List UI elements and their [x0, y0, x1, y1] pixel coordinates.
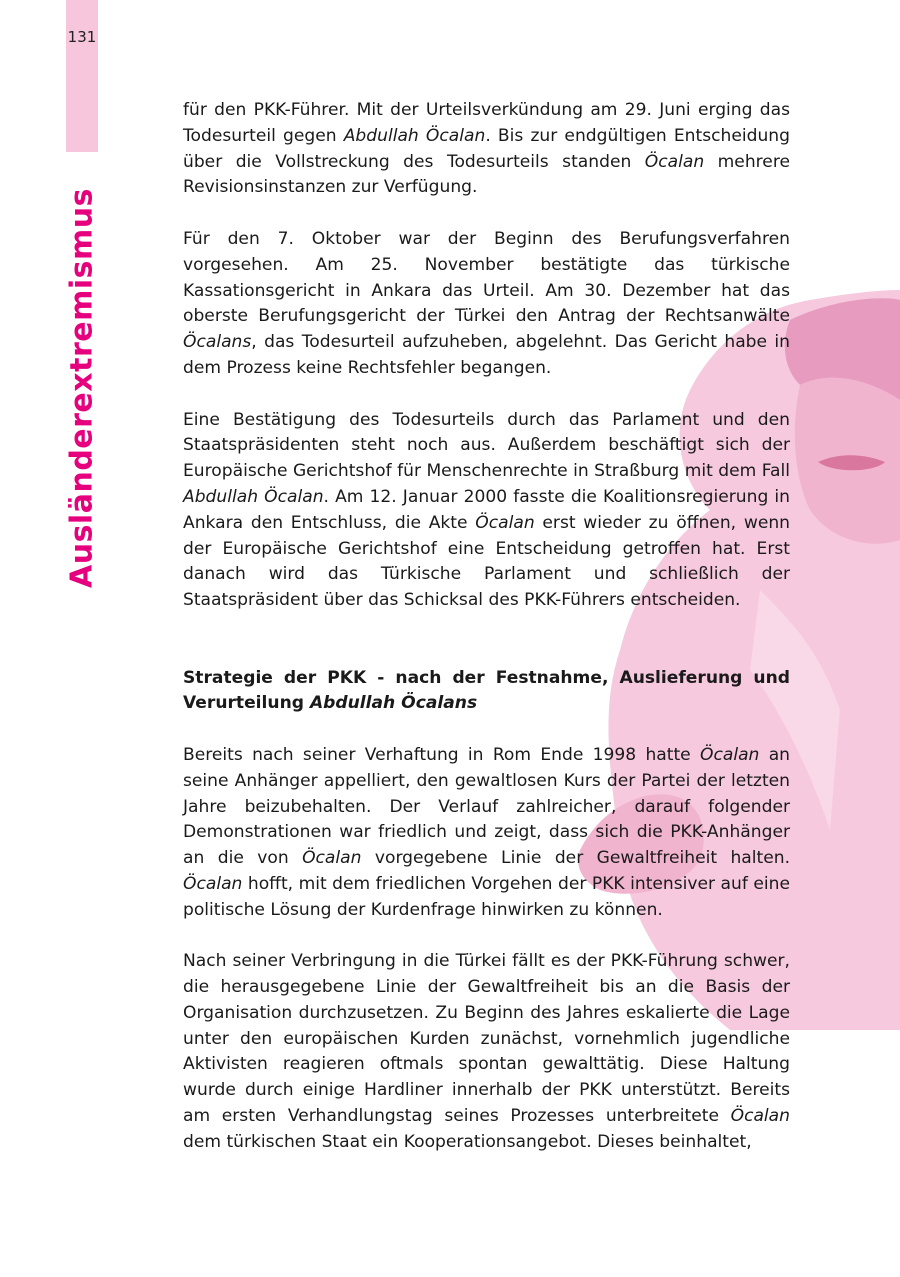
page-number: 131 — [67, 28, 97, 46]
section-label: Ausländerextremismus — [64, 188, 100, 588]
body-text — [183, 98, 790, 1156]
section-heading: Strategie der PKK - nach der Festnahme, Auslieferung und Verurteilung Abdullah Öcalans — [183, 667, 790, 714]
paragraph-4: Bereits nach seiner Verhaftung in Rom Ende 1998 hatte Öcalan an seine Anhänger appelliert, den gewaltlosen Kurs der Partei der letzten Jahre beizubehalten. Der Verlauf zahlreicher, darauf folgender Demonstrationen war friedlich und zeigt, dass sich die PKK-Anhänger an die von Öcalan vorgegebene Linie der Gewaltfreiheit halten. Öcalan hofft, mit dem friedlichen Vorgehen der PKK intensiver auf eine politische Lösung der Kurdenfrage hinwirken zu können. — [183, 744, 791, 920]
paragraph-5: Nach seiner Verbringung in die Türkei fällt es der PKK-Führung schwer, die herausgegebene Linie der Gewaltfreiheit bis an die Basis der Organisation durchzusetzen. Zu Beginn des Jahres eskalierte die Lage unter den europäischen Kurden zunächst, vornehmlich jugendliche Aktivisten reagieren oftmals spontan gewalttätig. Diese Haltung wurde durch einige Hardliner innerhalb der PKK unterstützt. Bereits am ersten Verhandlungstag seines Prozesses unterbreitete Öcalan dem türkischen Staat ein Kooperationsangebot. Dieses beinhaltet, — [183, 951, 790, 1152]
paragraph-1: für den PKK-Führer. Mit der Urteilsverkündung am 29. Juni erging das Todesurteil gegen Abdullah Öcalan. Bis zur endgültigen Entscheidung über die Vollstreckung des Todesurteils standen Öcalan mehrere Revisionsinstanzen zur Verfügung. — [183, 100, 790, 198]
section-tab — [66, 0, 98, 152]
paragraph-2: Für den 7. Oktober war der Beginn des Berufungsverfahren vorgesehen. Am 25. November bestätigte das türkische Kassationsgericht in Ankara das Urteil. Am 30. Dezember hat das oberste Berufungsgericht der Türkei den Antrag der Rechtsanwälte Öcalans, das Todesurteil aufzuheben, abgelehnt. Das Gericht habe in dem Prozess keine Rechtsfehler begangen. — [183, 228, 790, 378]
paragraph-3: Eine Bestätigung des Todesurteils durch das Parlament und den Staatspräsidenten steht noch aus. Außerdem beschäftigt sich der Europäische Gerichtshof für Menschenrechte in Straßburg mit dem Fall Abdullah Öcalan. Am 12. Januar 2000 fasste die Koalitionsregierung in Ankara den Entschluss, die Akte Öcalan erst wieder zu öffnen, wenn der Europäische Gerichtshof eine Entscheidung getroffen hat. Erst danach wird das Türkische Parlament und schließlich der Staatspräsident über das Schicksal des PKK-Führers entscheiden. — [183, 409, 790, 611]
